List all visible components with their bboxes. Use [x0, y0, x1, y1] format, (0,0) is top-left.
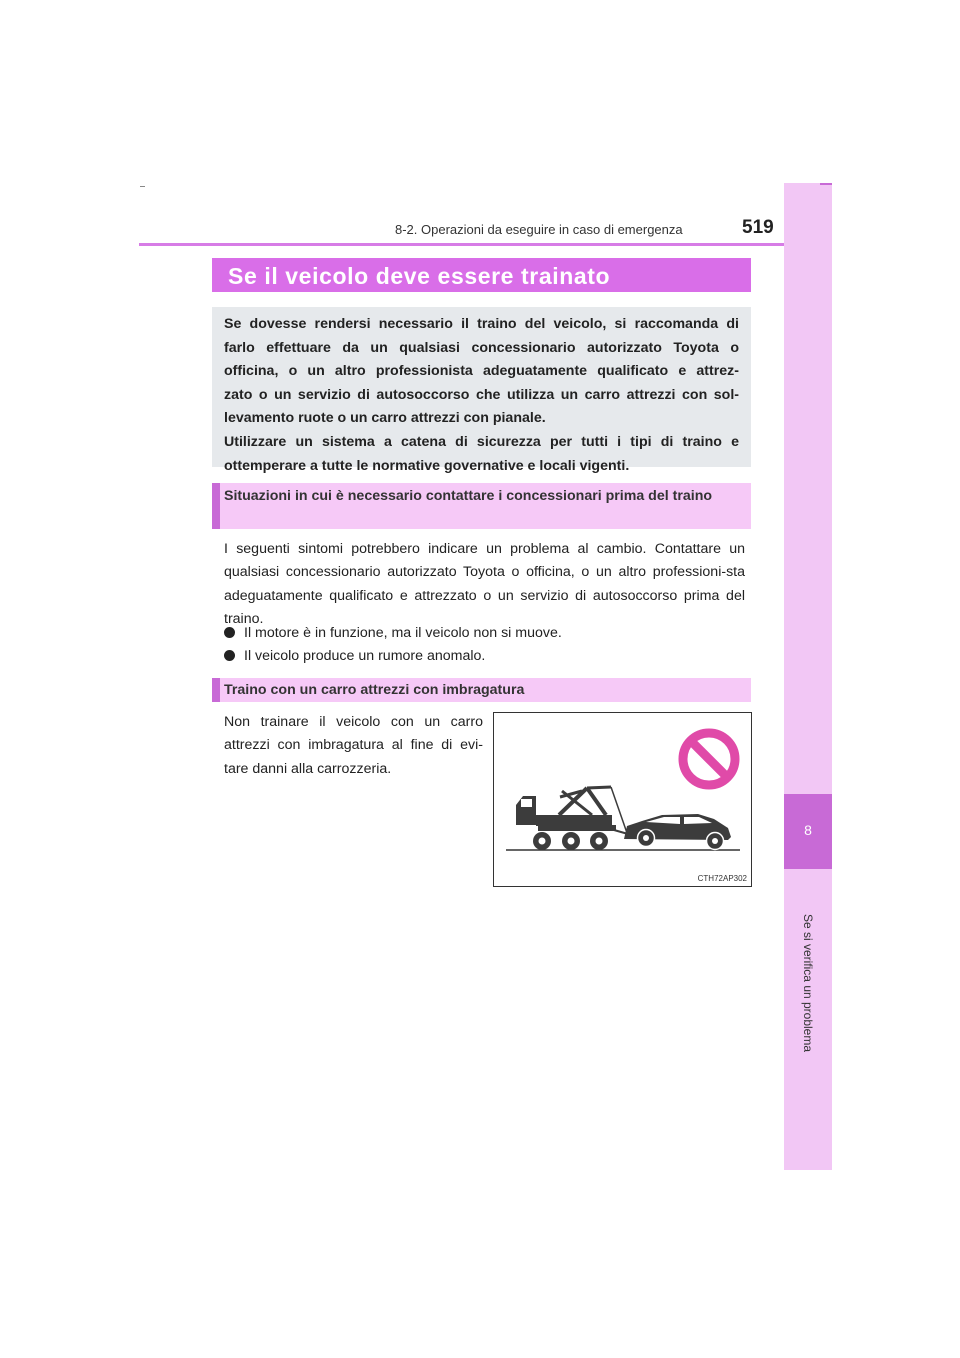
subsection-header-sling-tow: [212, 678, 751, 702]
intro-line: ottemperare a tutte le normative governative e locali vigenti.: [224, 457, 630, 474]
intro-line: Se dovesse rendersi necessario il traino del veicolo, si raccomanda di: [224, 316, 739, 332]
page-title-bar: [212, 258, 751, 292]
bullet-icon: [224, 627, 235, 638]
list-item: [224, 648, 485, 664]
intro-line: farlo effettuare da un qualsiasi concessionario autorizzato Toyota o: [224, 339, 739, 356]
list-item-text: Il motore è in funzione, ma il veicolo non si muove.: [244, 625, 562, 641]
section-breadcrumb: 8-2. Operazioni da eseguire in caso di emergenza: [395, 222, 683, 237]
tow-truck-icon: [516, 787, 628, 834]
header-mark: [140, 186, 145, 187]
bullet-icon: [224, 650, 235, 661]
figure-code: CTH72AP302: [697, 874, 747, 883]
side-band-top-mark: [820, 183, 832, 185]
intro-line: zato o un servizio di autosoccorso che utilizza un carro attrezzi con sol-: [224, 386, 739, 403]
subsection-accent-bar: [212, 678, 220, 702]
towed-car-icon: [624, 814, 731, 850]
intro-text: [224, 313, 739, 478]
subsection-accent-bar: [212, 483, 220, 529]
list-item: [224, 625, 562, 641]
header-divider: [139, 243, 832, 246]
subsection-header-dealer-contact: [212, 483, 751, 529]
intro-line: officina, o un altro professionista adeguatamente qualificato e attrez-: [224, 363, 739, 380]
chapter-number: 8: [804, 822, 812, 838]
page-number: 519: [742, 217, 774, 238]
symptoms-paragraph: I seguenti sintomi potrebbero indicare un problema al cambio. Contattare un qualsiasi concessionario autorizzato Toyota o officina, o un altro professioni-sta adeguatamente qualificato e attrezzato o un servizio di autosoccorso prima del traino.: [224, 541, 745, 627]
list-item-text: Il veicolo produce un rumore anomalo.: [244, 648, 486, 664]
intro-line: levamento ruote o un carro attrezzi con pianale.: [224, 410, 546, 427]
subsection-heading: Situazioni in cui è necessario contattare i concessionari prima del traino: [224, 488, 713, 504]
page-title: Se il veicolo deve essere trainato: [228, 263, 611, 289]
truck-wheel-icon: [533, 832, 608, 850]
chapter-label: Se si verifica un problema: [801, 913, 815, 1053]
tow-truck-illustration: [494, 713, 751, 886]
sling-tow-illustration: [493, 712, 752, 887]
intro-line: Utilizzare un sistema a catena di sicurezza per tutti i tipi di traino e: [224, 433, 739, 450]
subsection-heading: Traino con un carro attrezzi con imbragatura: [224, 682, 525, 698]
sling-warning-paragraph: Non trainare il veicolo con un carro attrezzi con imbragatura al fine di evi-tare danni alla carrozzeria.: [224, 714, 483, 777]
prohibition-icon: [683, 733, 735, 785]
